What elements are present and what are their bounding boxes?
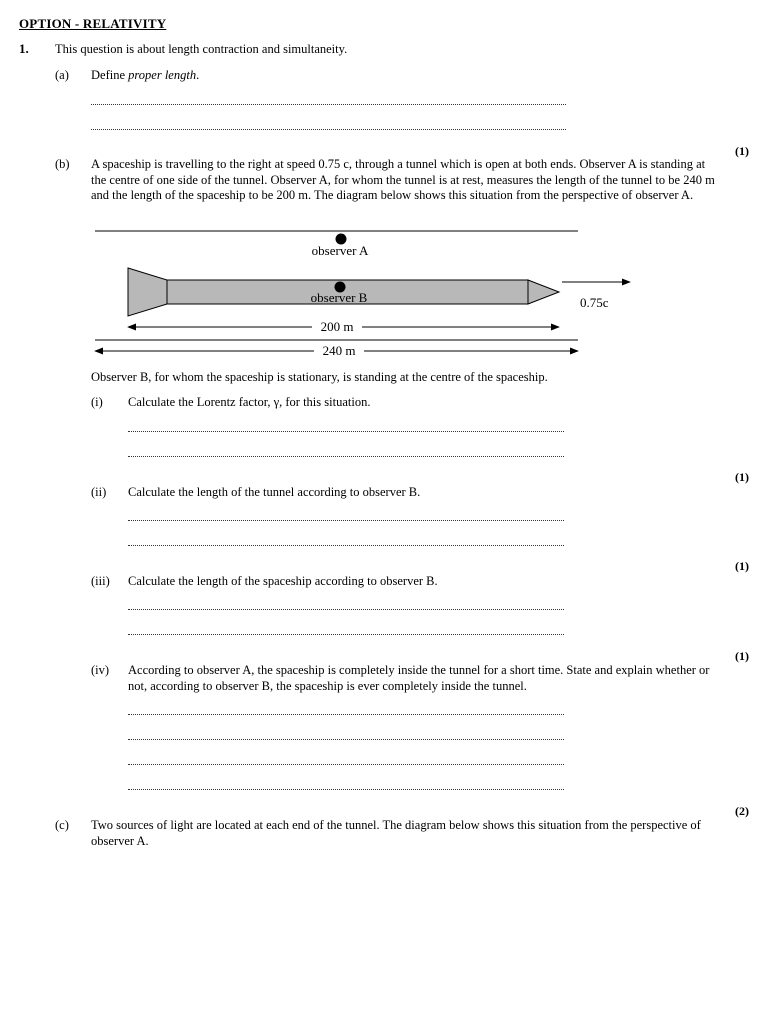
part-a-text-suffix: . — [196, 68, 200, 82]
subpart-iii-mark: (1) — [735, 649, 749, 663]
part-a-text-italic: proper length — [128, 68, 197, 82]
answer-line[interactable] — [128, 789, 564, 790]
spaceship-tail — [128, 268, 167, 316]
part-a-mark: (1) — [735, 144, 749, 158]
spaceship-nose — [528, 280, 559, 304]
ship-length-label: 200 m — [320, 319, 354, 334]
part-a-text — [91, 68, 199, 83]
subpart-i-text: Calculate the Lorentz factor, γ, for this situation. — [128, 395, 371, 409]
answer-line[interactable] — [128, 739, 564, 740]
subpart-iv-mark: (2) — [735, 804, 749, 818]
answer-line[interactable] — [128, 714, 564, 715]
answer-line[interactable] — [128, 456, 564, 457]
part-b-text: A spaceship is travelling to the right at speed 0.75 c, through a tunnel which is open at both ends. Observer A is standing at the centre of one side of the tunnel. Observer A, for whom the tunnel is at rest, measures the length of the tunnel to be 240 m and the length of the spaceship to be 200 m. The diagram below shows this situation from the perspective of observer A. — [91, 157, 715, 202]
tunnel-diagram — [0, 222, 700, 362]
part-a-label: (a) — [55, 68, 69, 82]
part-c-text: Two sources of light are located at each end of the tunnel. The diagram below shows this situation from the perspective of observer A. — [91, 818, 701, 848]
part-a-text-prefix: Define — [91, 68, 129, 82]
subpart-iv-text: According to observer A, the spaceship is completely inside the tunnel for a short time. State and explain whether or not, according to observer B, the spaceship is ever completely inside the tunnel. — [128, 663, 710, 693]
subpart-ii-label: (ii) — [91, 485, 107, 499]
subpart-iii-label: (iii) — [91, 574, 110, 588]
observer-b-label: observer B — [310, 290, 368, 305]
observer-a-label: observer A — [311, 243, 369, 258]
question-intro: This question is about length contraction and simultaneity. — [55, 42, 348, 56]
part-b-after-diagram: Observer B, for whom the spaceship is stationary, is standing at the centre of the spaceship. — [91, 370, 548, 384]
tunnel-length-label: 240 m — [322, 343, 356, 358]
subpart-i-mark: (1) — [735, 470, 749, 484]
answer-line[interactable] — [91, 129, 566, 130]
answer-line[interactable] — [128, 634, 564, 635]
question-number: 1. — [19, 41, 29, 56]
answer-line[interactable] — [128, 545, 564, 546]
answer-line[interactable] — [128, 431, 564, 432]
answer-line[interactable] — [128, 520, 564, 521]
subpart-i-label: (i) — [91, 395, 103, 409]
answer-line[interactable] — [128, 609, 564, 610]
part-c-label: (c) — [55, 818, 69, 832]
section-heading: OPTION - RELATIVITY — [19, 16, 167, 31]
speed-label: 0.75c — [580, 295, 609, 310]
answer-line[interactable] — [128, 764, 564, 765]
subpart-iii-text: Calculate the length of the spaceship according to observer B. — [128, 574, 438, 588]
subpart-iv-label: (iv) — [91, 663, 110, 677]
answer-line[interactable] — [91, 104, 566, 105]
subpart-ii-mark: (1) — [735, 559, 749, 573]
subpart-ii-text: Calculate the length of the tunnel according to observer B. — [128, 485, 421, 499]
part-b-label: (b) — [55, 157, 70, 171]
